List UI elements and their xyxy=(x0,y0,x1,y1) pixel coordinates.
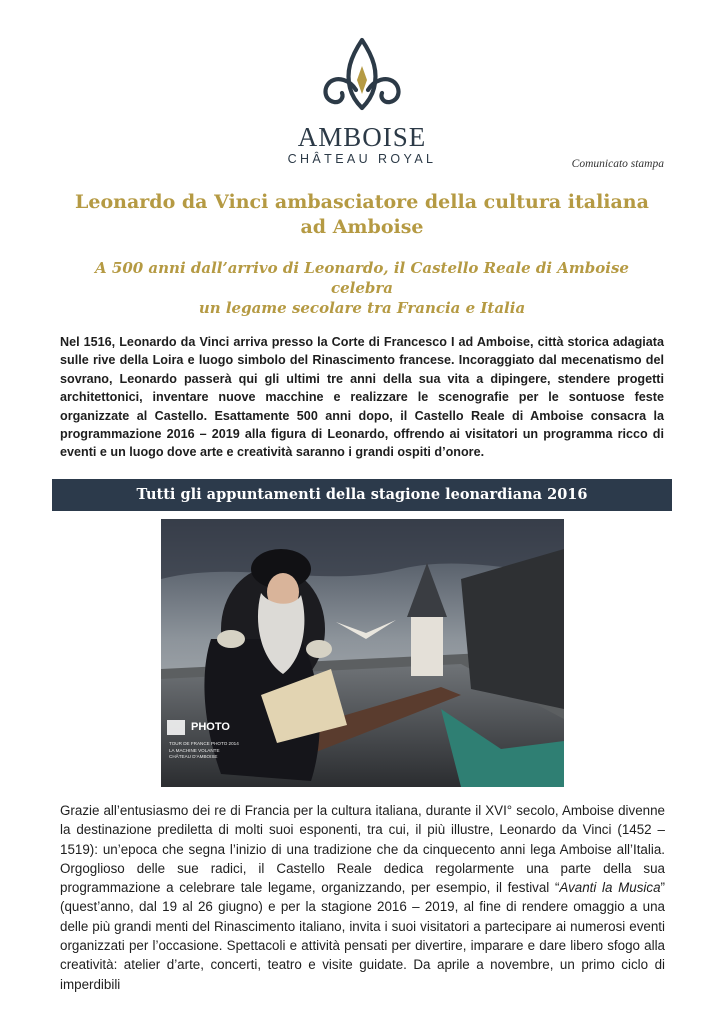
subtitle-line-2: celebra xyxy=(330,279,394,297)
photo-caption-line-2: LA MACHINE VOLANTE xyxy=(169,747,220,753)
body-text-part-2: ” (quest’anno, dal 19 al 26 giugno) e per la stagione 2016 – 2019, al fine di rendere omaggio a una delle più grandi menti del Rinascimento italiano, invita i suoi visitatori a partecipare ai numerosi eventi organizzati per l’occasione. Spettacoli e attività pensati per divertire, imparare e dare libero sfogo alla creatività: atelier d’arte, concerti, teatro e visite guidate. Da aprile a novembre, un primo ciclo di imperdibili xyxy=(60,880,665,992)
photo-caption xyxy=(169,741,239,761)
body-paragraph xyxy=(60,801,665,994)
festival-name: Avanti la Musica xyxy=(559,880,661,896)
document-type-label: Comunicato stampa xyxy=(571,158,664,170)
photo-caption-line-1: TOUR DE FRANCE PHOTO 2014 xyxy=(169,741,239,746)
leonardo-photo xyxy=(161,519,564,787)
subtitle-line-1: A 500 anni dall’arrivo di Leonardo, il Castello Reale di Amboise xyxy=(95,259,629,277)
page-subtitle xyxy=(60,258,664,318)
section-heading: Tutti gli appuntamenti della stagione leonardiana 2016 xyxy=(52,479,672,511)
fleur-de-lis-icon xyxy=(320,36,404,120)
intro-paragraph: Nel 1516, Leonardo da Vinci arriva presso la Corte di Francesco I ad Amboise, città storica adagiata sulle rive della Loira e luogo simbolo del Rinascimento francese. Incoraggiato dal mecenatismo del sovrano, Leonardo passerà qui gli ultimi tre anni della sua vita a dipingere, stendere progetti architettonici, inventare nuove macchine e realizzare le scenografie per le sontuose feste organizzate al Castello. Esattamente 500 anni dopo, il Castello Reale di Amboise consacra la programmazione 2016 – 2019 alla figura di Leonardo, offrendo ai visitatori un programma ricco di eventi e un luogo dove arte e creatività saranno i grandi ospiti d’onore. xyxy=(60,335,664,460)
brand-name: AMBOISE xyxy=(297,122,427,152)
photo-badge: PHOTO xyxy=(191,721,230,733)
page-title: Leonardo da Vinci ambasciatore della cultura italiana ad Amboise xyxy=(75,191,649,238)
photo-caption-line-3: CHÂTEAU D’AMBOISE xyxy=(169,754,218,760)
subtitle-line-3: un legame secolare tra Francia e Italia xyxy=(198,299,526,317)
body-text-part-1: Grazie all’entusiasmo dei re di Francia per la cultura italiana, durante il XVI° secolo, Amboise divenne la destinazione prediletta di molti suoi esponenti, tra cui, il più illustre, Leonardo da Vinci (1452 – 1519): un’epoca che segna l’inizio di una tradizione che da cinquecento anni lega Amboise all’Italia. Orgoglioso delle sue radici, il Castello Reale dedica regolarmente una parte della sua programmazione a celebrare tale legame, organizzando, per esempio, il festival “ xyxy=(60,803,665,896)
brand-logo xyxy=(262,36,462,166)
brand-subtitle: CHÂTEAU ROYAL xyxy=(287,152,437,166)
